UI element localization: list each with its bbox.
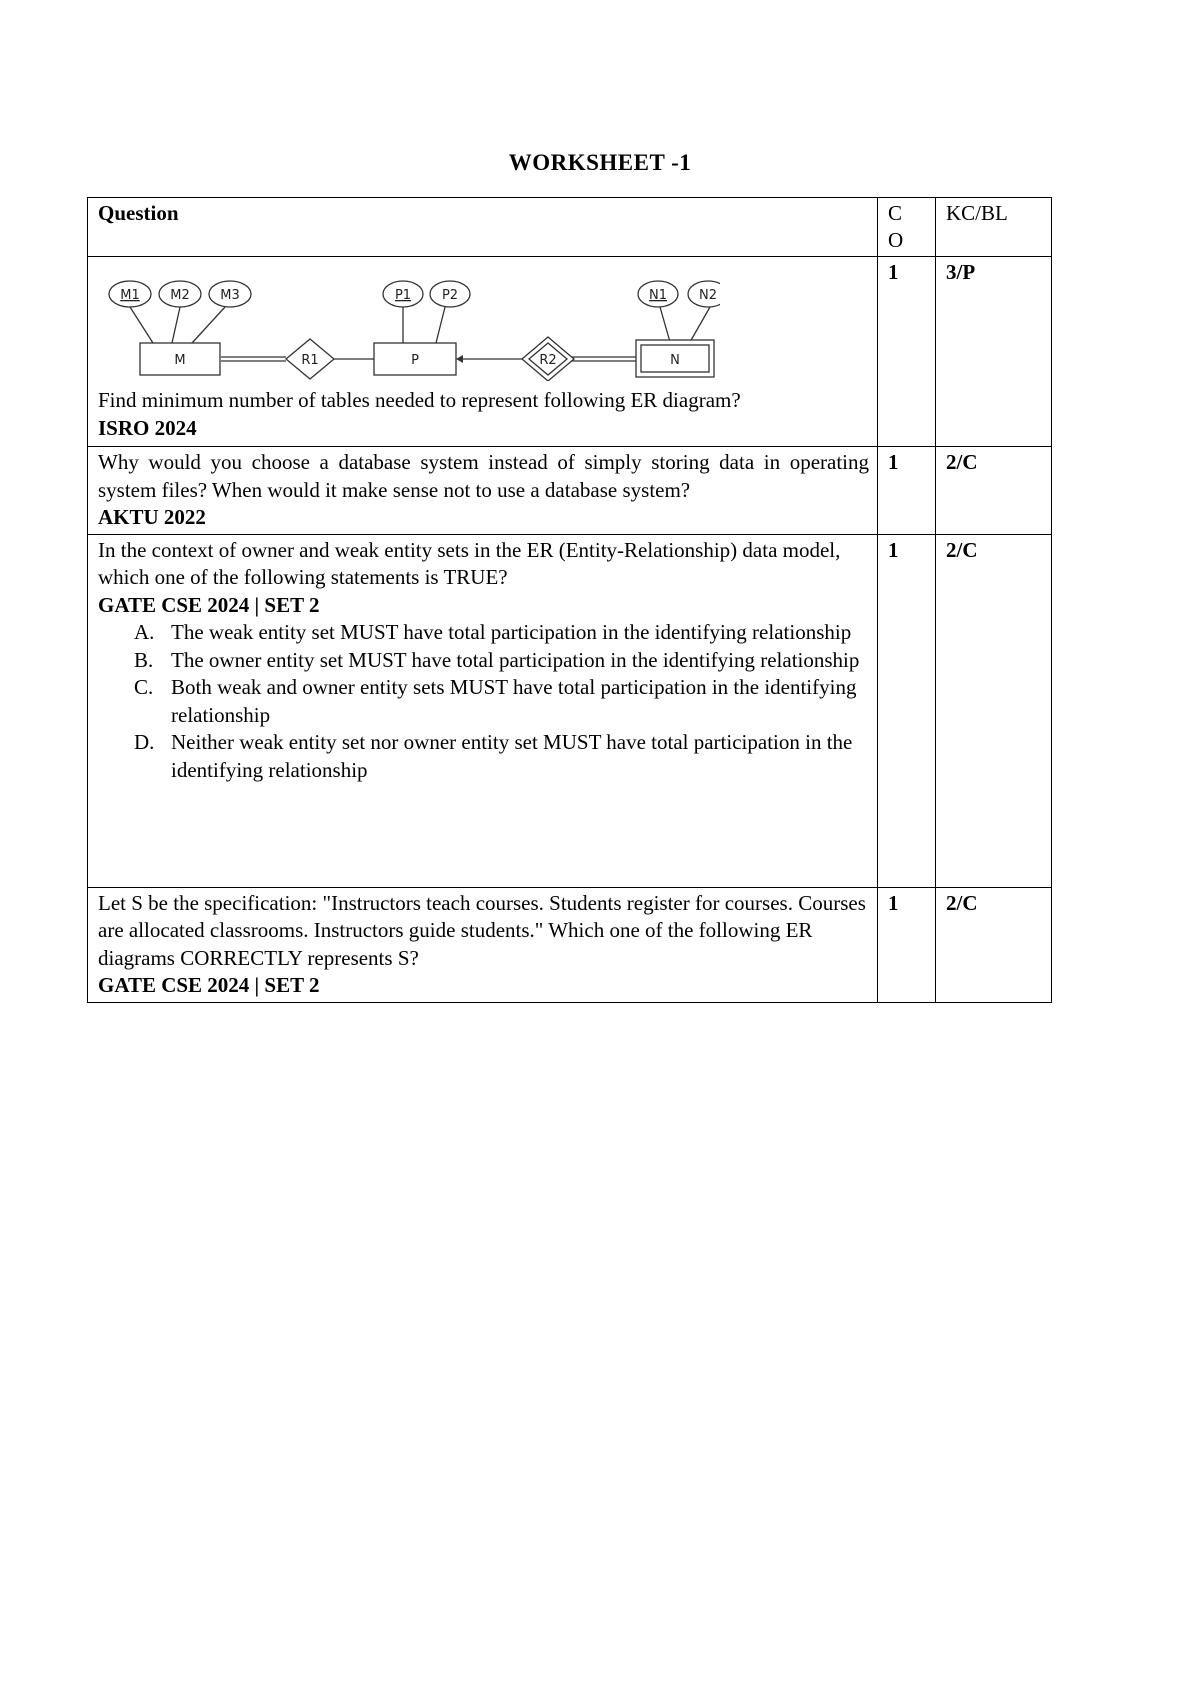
attribute-p2 xyxy=(430,281,470,307)
entity-label: M xyxy=(174,353,186,368)
attribute-label: M3 xyxy=(220,288,240,303)
attribute-n2 xyxy=(688,281,720,307)
option-c xyxy=(98,674,869,729)
option-b xyxy=(98,647,869,675)
attribute-label: P1 xyxy=(394,288,412,303)
header-co xyxy=(878,198,936,257)
question-source: ISRO 2024 xyxy=(98,415,197,440)
option-text: Both weak and owner entity sets MUST have total participation in the identifying relationship xyxy=(171,675,857,727)
attribute-label: M2 xyxy=(170,288,190,303)
kcbl-cell: 2/C xyxy=(936,447,1052,535)
kcbl-cell: 2/C xyxy=(936,887,1052,1002)
table-row xyxy=(88,447,1052,535)
question-text: Let S be the specification: "Instructors teach courses. Students register for courses. Courses are allocated classrooms. Instructors guide students." Which one of the following ER diagrams CORRECTLY represents S? xyxy=(98,890,866,970)
question-text: Why would you choose a database system instead of simply storing data in operating system files? When would it make sense not to use a database system? xyxy=(98,450,869,502)
entity-p xyxy=(374,343,456,375)
co-cell: 1 xyxy=(878,447,936,535)
header-kcbl: KC/BL xyxy=(936,198,1052,257)
attribute-label: P2 xyxy=(441,288,459,303)
question-cell xyxy=(88,887,878,1002)
attribute-n1 xyxy=(638,281,678,307)
header-co-label: CO xyxy=(888,201,904,252)
question-text: In the context of owner and weak entity sets in the ER (Entity-Relationship) data model, which one of the following statements is TRUE? xyxy=(98,537,841,589)
option-letter: B. xyxy=(134,647,154,672)
question-cell xyxy=(88,447,878,535)
kcbl-cell: 2/C xyxy=(936,534,1052,887)
option-letter: C. xyxy=(134,675,154,699)
relationship-r1 xyxy=(286,339,334,379)
entity-label: N xyxy=(670,353,680,368)
er-diagram xyxy=(90,261,720,381)
question-source: AKTU 2022 xyxy=(98,505,206,529)
option-text: Neither weak entity set nor owner entity set MUST have total participation in the identifying relationship xyxy=(171,730,853,782)
question-cell xyxy=(88,257,878,447)
attribute-m1 xyxy=(109,281,151,307)
option-d xyxy=(98,729,869,784)
co-cell: 1 xyxy=(878,257,936,447)
table-row xyxy=(88,257,1052,447)
attribute-label: N1 xyxy=(649,288,667,303)
entity-m xyxy=(140,343,220,375)
option-text: The weak entity set MUST have total participation in the identifying relationship xyxy=(171,620,852,644)
relationship-label: R1 xyxy=(301,353,319,368)
entity-label: P xyxy=(411,353,419,368)
attribute-m2 xyxy=(159,281,201,307)
table-row xyxy=(88,534,1052,887)
option-text: The owner entity set MUST have total participation in the identifying relationship xyxy=(171,647,860,672)
co-cell: 1 xyxy=(878,887,936,1002)
question-source: GATE CSE 2024 | SET 2 xyxy=(98,973,320,997)
relationship-r2-identifying xyxy=(522,337,574,381)
option-letter: D. xyxy=(134,730,155,754)
options-list xyxy=(98,619,869,784)
table-row xyxy=(88,887,1052,1002)
question-source: GATE CSE 2024 | SET 2 xyxy=(98,592,320,617)
attribute-label: N2 xyxy=(699,288,717,303)
attribute-p1 xyxy=(383,281,423,307)
attribute-m3 xyxy=(209,281,251,307)
attribute-label: M1 xyxy=(120,288,140,303)
table-header-row xyxy=(88,198,1052,257)
option-letter: A. xyxy=(134,620,155,644)
kcbl-cell: 3/P xyxy=(936,257,1052,447)
page-title: WORKSHEET -1 xyxy=(508,150,692,175)
question-cell xyxy=(88,534,878,887)
header-question: Question xyxy=(88,198,878,257)
worksheet-table xyxy=(87,197,1052,1003)
relationship-label: R2 xyxy=(539,353,557,368)
entity-n-weak xyxy=(636,340,714,377)
option-a xyxy=(98,619,869,647)
co-cell: 1 xyxy=(878,534,936,887)
question-text: Find minimum number of tables needed to represent following ER diagram? xyxy=(98,388,741,412)
